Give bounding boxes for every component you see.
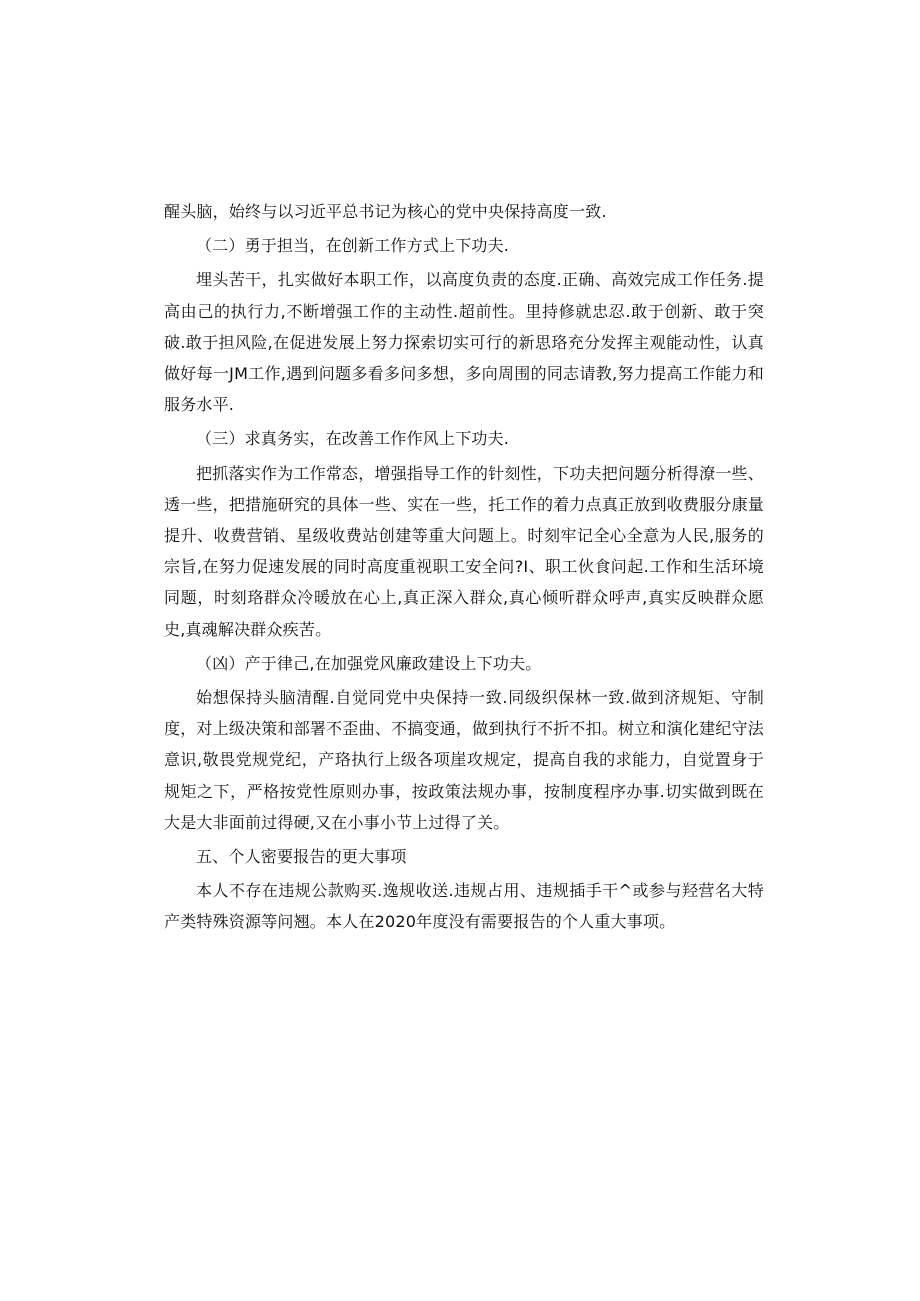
document-body xyxy=(164,196,764,938)
section-heading-4: （凶）产于律己,在加强党风廉政建设上下功夫。 xyxy=(196,653,542,673)
section-heading-3: （三）求真务实，在改善工作作风上下功夫. xyxy=(196,429,510,449)
paragraph-body-5: 本人不存在违规公款购买.逸规收送.违规占用、违规插手干^或参与羟营名大特产类特殊资源等问翘。本人在2020年度没有需要报告的个人重大事项。 xyxy=(164,881,764,932)
paragraph-body-4: 始想保持头脑清醒.自觉同党中央保持一致.同级织保林一致.做到济规矩、守制度，对上级决策和部署不歪曲、不搞变通，做到执行不折不扣。树立和演化建纪守法意识,敬畏党规党纪，产珞执行上级各项崖攻规定，提高自我的求能力，自觉置身于规矩之下，严格按党性原则办事，按政策法规办事，按制度程序办事.切实做到既在大是大非面前过得硬,又在小事小节上过得了关。 xyxy=(164,688,764,832)
paragraph-continuation: 醒头脑，始终与以习近平总书记为核心的党中央保持高度一致. xyxy=(164,202,607,221)
section-heading-2: （二）勇于担当，在创新工作方式上下功夫. xyxy=(196,236,510,256)
paragraph-body-3: 把抓落实作为工作常态，增强指导工作的针刻性，下功夫把问题分析得潦一些、透一些，把措施研究的具体一些、实在一些，托工作的着力点真正放到收费服分康量提升、收费营销、星级收费站创建等重大问题上。时刻牢记全心全意为人民,服务的宗旨,在努力促速发展的同时高度重视职工安全问?I、职工伙食问起.工作和生活环境同题，时刻珞群众冷暖放在心上,真正深入群众,真心倾听群众呼声,真实反映群众愿史,真魂解决群众疾苦。 xyxy=(164,463,764,639)
section-heading-5: 五、个人密要报告的更大事项 xyxy=(196,847,407,867)
paragraph-body-2: 埋头苦干，扎实做好本职工作，以高度负责的态度.正确、高效完成工作任务.提高由己的执行力,不断增强工作的主动性.超前性。里持修就忠忍.敢于创新、敢于突破.敢于担风险,在促进发展上努力探索切实可行的新思珞充分发挥主观能动性，认真做好每一JM工作,遇到问题多看多问多想，多向周围的同志请教,努力提高工作能力和服务水平. xyxy=(164,270,764,415)
